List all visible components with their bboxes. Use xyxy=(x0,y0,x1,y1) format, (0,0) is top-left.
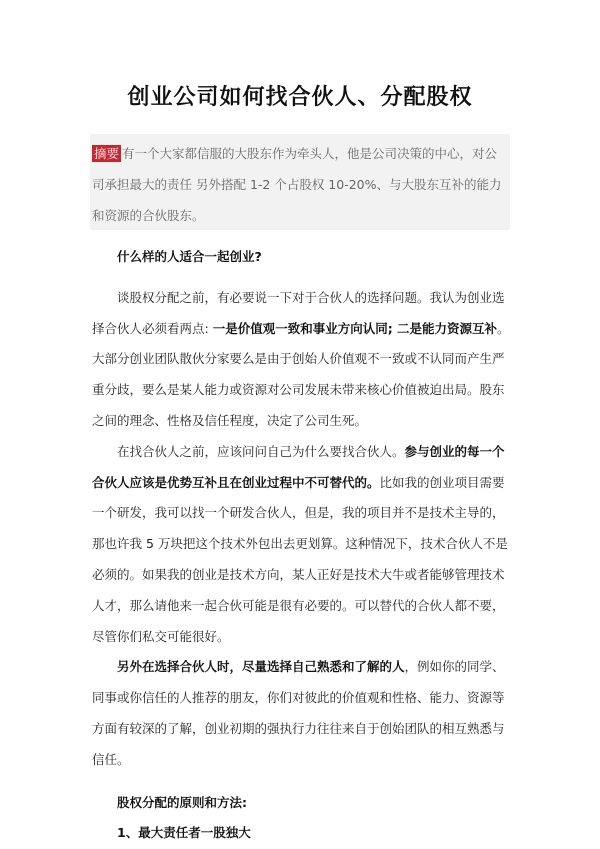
paragraph-text: 谈股权分配之前，有必要说一下对于合伙人的选择问题。我认为创业选择合伙人必须看两点: xyxy=(92,289,505,336)
paragraph-text: ，例如你的同学、同事或你信任的人推荐的朋友，你们对彼此的价值观和性格、能力、资源等方面有较深的了解，创业初期的强执行力往往来自于创始团队的相互熟悉与信任。 xyxy=(92,659,505,767)
abstract-tag: 摘要 xyxy=(94,146,120,161)
paragraph-why-partner xyxy=(92,437,512,653)
paragraph-emphasis: 另外在选择合伙人时，尽量选择自己熟悉和了解的人 xyxy=(117,659,405,675)
paragraph-familiar-partner xyxy=(92,652,512,775)
paragraph-emphasis: 一是价值观一致和事业方向认同; 二是能力资源互补 xyxy=(212,320,498,336)
article-body xyxy=(92,242,512,849)
paragraph-text: 比如我的创业项目需要一个研发，我可以找一个研发合伙人，但是，我的项目并不是技术主导的，那也许我 5 万块把这个技术外包出去更划算。这种情况下，技术合伙人不是必须的。如果我的创业是技术方向，某人正好是技术大牛或者能够管理技术人才，那么请他来一起合伙可能是很有必要的。可以替代的合伙人都不要，尽管你们私交可能很好。 xyxy=(92,474,508,644)
page-title: 创业公司如何找合伙人、分配股权 xyxy=(127,85,473,110)
paragraph-partner-criteria xyxy=(92,283,512,437)
abstract-box xyxy=(90,134,510,230)
paragraph-text: 。大部分创业团队散伙分家要么是由于创始人价值观不一致或不认同而产生严重分歧，要么是某人能力或资源对公司发展未带来核心价值被迫出局。股东之间的理念、性格及信任程度，决定了公司生死。 xyxy=(92,320,510,428)
abstract-text: 有一个大家都信服的大股东作为牵头人，他是公司决策的中心，对公司承担最大的责任 另外搭配 1-2 个占股权 10-20%、与大股东互补的能力和资源的合伙股东。 xyxy=(92,146,502,223)
list-item-1: 1、最大责任者一股独大 xyxy=(117,825,251,841)
paragraph-emphasis: 参与创业的每一个合伙人应该是优势互补且在创业过程中不可替代的。 xyxy=(92,443,505,490)
section-heading-equity-principles: 股权分配的原则和方法: xyxy=(117,794,247,810)
section-heading-partner-choice: 什么样的人适合一起创业? xyxy=(117,249,262,264)
paragraph-text: 在找合伙人之前，应该问问自己为什么要找合伙人。 xyxy=(117,443,405,459)
